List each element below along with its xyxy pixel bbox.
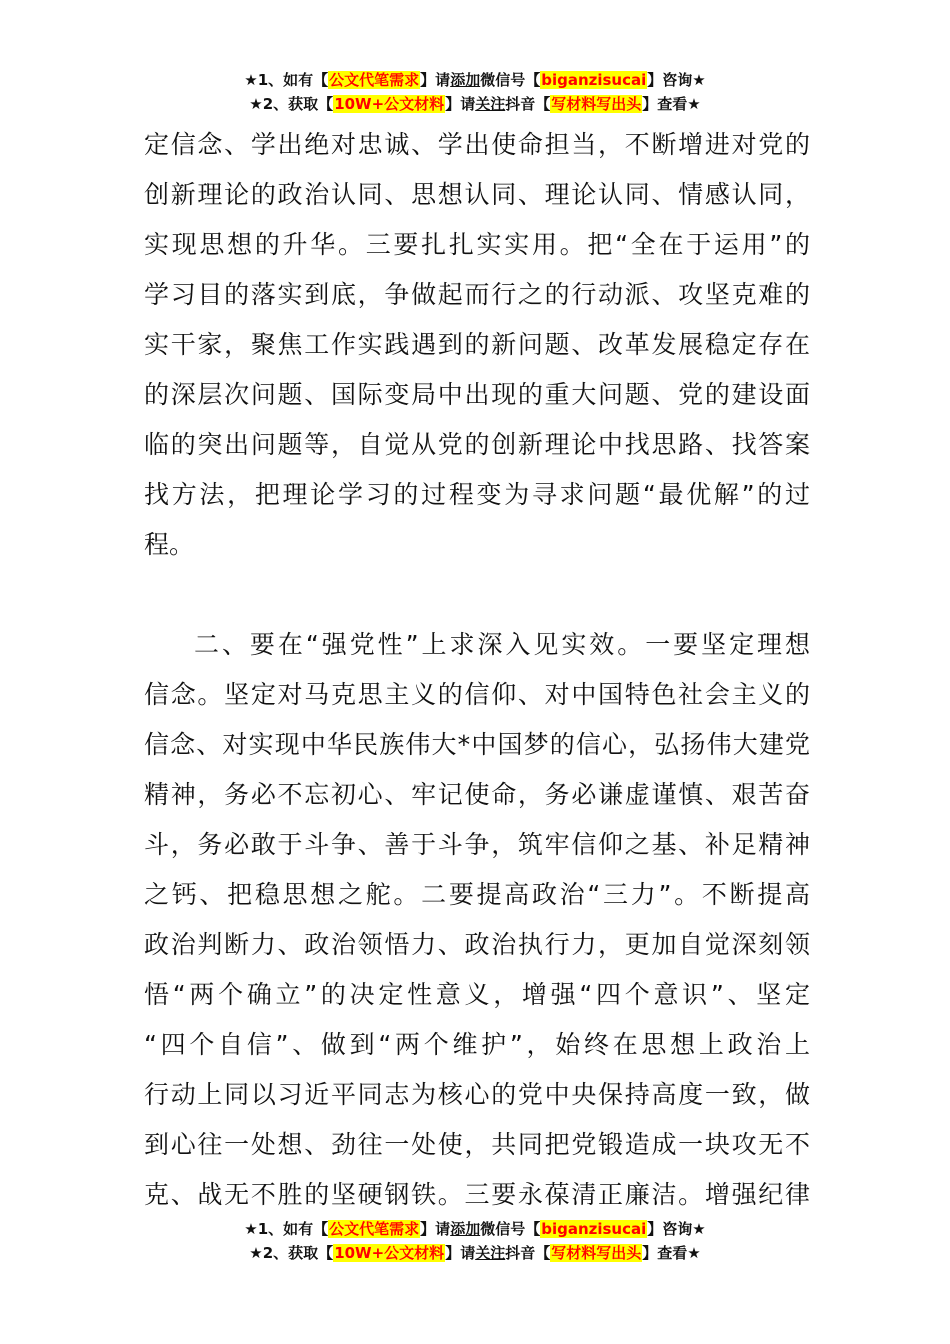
text-line: 克、战无不胜的坚硬钢铁。三要永葆清正廉洁。增强纪律 (144, 1180, 810, 1209)
highlight-wechat-id: biganzisucai (541, 1220, 647, 1238)
paragraph-spacer (144, 570, 810, 620)
text-line: 二、要在“强党性”上求深入见实效。一要坚定理想 (194, 630, 810, 659)
text-line: “四个自信”、做到“两个维护”，始终在思想上政治上 (144, 1030, 810, 1059)
text-line: 到心往一处想、劲往一处使，共同把党锻造成一块攻无不 (144, 1130, 810, 1159)
banner-line-2: ★2、获取【10W+公文材料】请关注抖音【写材料写出头】查看★ (249, 95, 701, 113)
text-line: 创新理论的政治认同、思想认同、理论认同、情感认同， (144, 180, 810, 209)
highlight-wechat-id: biganzisucai (541, 71, 647, 89)
text-line: 定信念、学出绝对忠诚、学出使命担当，不断增进对党的 (144, 130, 810, 159)
highlight-service: 公文代笔需求 (329, 71, 420, 89)
highlight-douyin-account: 写材料写出头 (551, 1244, 642, 1262)
text-line: 悟“两个确立”的决定性意义，增强“四个意识”、坚定 (144, 980, 810, 1009)
highlight-douyin-account: 写材料写出头 (551, 95, 642, 113)
text-line: 精神，务必不忘初心、牢记使命，务必谦虚谨慎、艰苦奋 (144, 780, 810, 809)
text-line: 实现思想的升华。三要扎扎实实用。把“全在于运用”的 (144, 230, 810, 259)
highlight-materials: 10W+公文材料 (334, 1244, 445, 1262)
text-line: 行动上同以习近平同志为核心的党中央保持高度一致，做 (144, 1080, 810, 1109)
text-line: 之钙、把稳思想之舵。二要提高政治“三力”。不断提高 (144, 880, 810, 909)
banner-line-1: ★1、如有【公文代笔需求】请添加微信号【biganzisucai】咨询★ (244, 1220, 706, 1238)
paragraph-1 (144, 120, 810, 570)
text-line: 临的突出问题等，自觉从党的创新理论中找思路、找答案 (144, 430, 810, 459)
text-line: 程。 (144, 530, 195, 559)
footer-banner (0, 1217, 950, 1265)
highlight-materials: 10W+公文材料 (334, 95, 445, 113)
highlight-service: 公文代笔需求 (329, 1220, 420, 1238)
text-line: 信念、对实现中华民族伟大*中国梦的信心，弘扬伟大建党 (144, 730, 810, 759)
text-line: 找方法，把理论学习的过程变为寻求问题“最优解”的过 (144, 480, 810, 509)
text-line: 实干家，聚焦工作实践遇到的新问题、改革发展稳定存在 (144, 330, 810, 359)
text-line: 信念。坚定对马克思主义的信仰、对中国特色社会主义的 (144, 680, 810, 709)
banner-line-2: ★2、获取【10W+公文材料】请关注抖音【写材料写出头】查看★ (249, 1244, 701, 1262)
text-line: 的深层次问题、国际变局中出现的重大问题、党的建设面 (144, 380, 810, 409)
text-line: 政治判断力、政治领悟力、政治执行力，更加自觉深刻领 (144, 930, 810, 959)
text-line: 学习目的落实到底，争做起而行之的行动派、攻坚克难的 (144, 280, 810, 309)
banner-line-1: ★1、如有【公文代笔需求】请添加微信号【biganzisucai】咨询★ (244, 71, 706, 89)
paragraph-2 (144, 620, 810, 1220)
text-line: 斗，务必敢于斗争、善于斗争，筑牢信仰之基、补足精神 (144, 830, 810, 859)
document-body (144, 120, 810, 1220)
header-banner (0, 68, 950, 116)
